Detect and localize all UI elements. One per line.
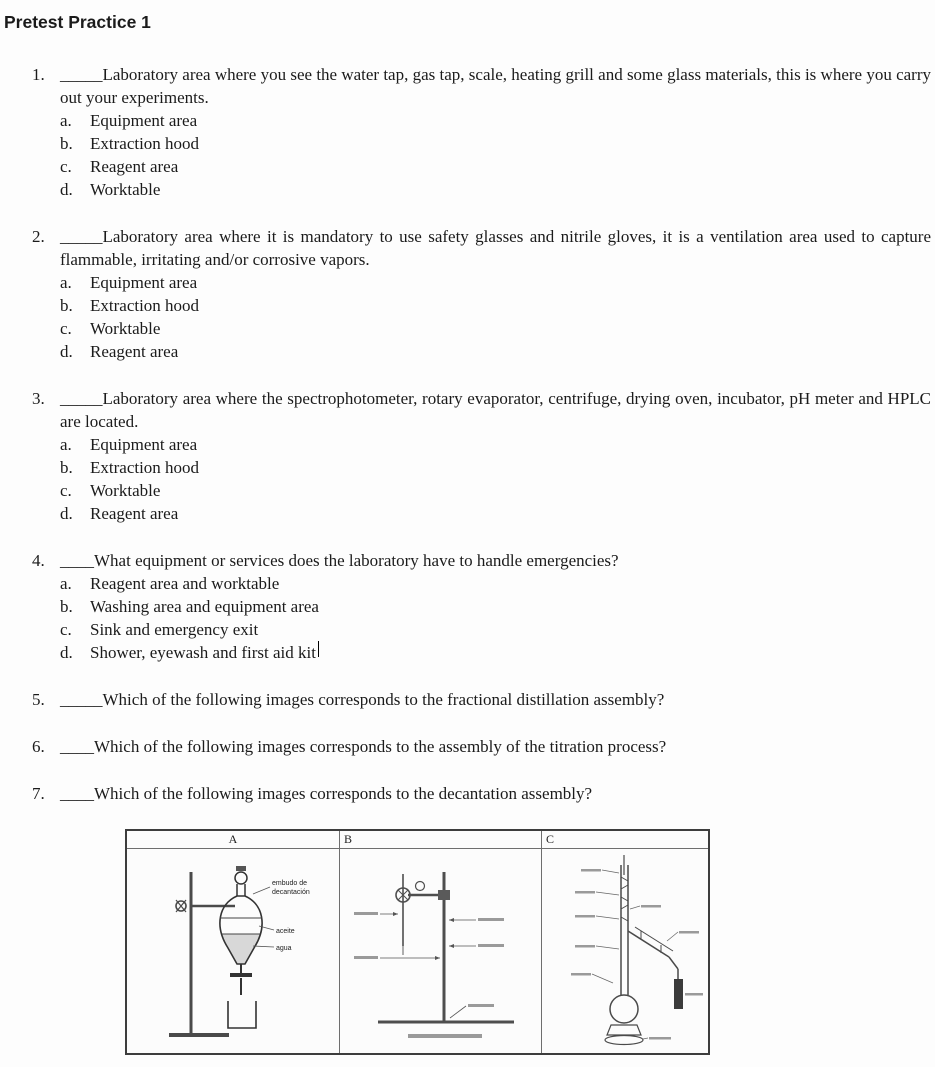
option-b bbox=[60, 132, 931, 155]
question-5 bbox=[32, 688, 931, 711]
option-d bbox=[60, 641, 931, 664]
figure-header-c: C bbox=[542, 831, 708, 849]
option-text: Reagent area bbox=[90, 504, 179, 523]
option-c bbox=[60, 479, 931, 502]
question-number: 5. bbox=[32, 690, 45, 709]
titration-stand-diagram bbox=[346, 854, 536, 1050]
option-b bbox=[60, 456, 931, 479]
option-text: Reagent area bbox=[90, 157, 179, 176]
funnel-label-2: decantación bbox=[272, 888, 310, 896]
option-letter: c. bbox=[60, 481, 72, 500]
option-b bbox=[60, 294, 931, 317]
option-text: Sink and emergency exit bbox=[90, 620, 259, 639]
option-text: Equipment area bbox=[90, 435, 198, 454]
option-c bbox=[60, 317, 931, 340]
option-letter: c. bbox=[60, 319, 72, 338]
question-text: _____Laboratory area where it is mandatory to use safety glasses and nitrile gloves, it is a ventilation area used to capture flammable, irritating and/or corrosive vapors. bbox=[60, 227, 931, 269]
water-label: agua bbox=[276, 944, 292, 952]
question-text: ____What equipment or services does the laboratory have to handle emergencies? bbox=[60, 551, 619, 570]
option-text: Equipment area bbox=[90, 111, 198, 130]
option-b bbox=[60, 595, 931, 618]
question-text: ____Which of the following images corresponds to the decantation assembly? bbox=[60, 784, 593, 803]
option-letter: d. bbox=[60, 504, 73, 523]
option-a bbox=[60, 572, 931, 595]
option-a bbox=[60, 271, 931, 294]
option-letter: b. bbox=[60, 134, 73, 153]
options bbox=[60, 109, 931, 201]
question-2 bbox=[32, 225, 931, 363]
option-letter: c. bbox=[60, 157, 72, 176]
figure-header-b: B bbox=[340, 831, 541, 849]
option-letter: c. bbox=[60, 620, 72, 639]
question-6 bbox=[32, 735, 931, 758]
option-letter: a. bbox=[60, 273, 72, 292]
question-4 bbox=[32, 549, 931, 664]
option-text: Extraction hood bbox=[90, 458, 200, 477]
option-text: Worktable bbox=[90, 481, 161, 500]
option-text: Shower, eyewash and first aid kit bbox=[90, 643, 316, 662]
option-letter: a. bbox=[60, 435, 72, 454]
option-a bbox=[60, 433, 931, 456]
figure-column-b bbox=[339, 831, 541, 1053]
question-1 bbox=[32, 63, 931, 201]
separatory-funnel-decantation-diagram bbox=[143, 854, 323, 1050]
question-3 bbox=[32, 387, 931, 525]
options bbox=[60, 572, 931, 664]
options bbox=[60, 433, 931, 525]
question-number: 3. bbox=[32, 389, 45, 408]
fractional-distillation-diagram bbox=[545, 853, 705, 1051]
oil-label: aceite bbox=[276, 927, 295, 935]
option-letter: a. bbox=[60, 574, 72, 593]
option-c bbox=[60, 155, 931, 178]
option-letter: a. bbox=[60, 111, 72, 130]
options bbox=[60, 271, 931, 363]
option-letter: d. bbox=[60, 180, 73, 199]
funnel-label: embudo de bbox=[272, 879, 308, 887]
option-letter: b. bbox=[60, 597, 73, 616]
question-number: 1. bbox=[32, 65, 45, 84]
option-letter: b. bbox=[60, 458, 73, 477]
option-letter: d. bbox=[60, 342, 73, 361]
question-number: 6. bbox=[32, 737, 45, 756]
option-d bbox=[60, 502, 931, 525]
option-text: Equipment area bbox=[90, 273, 198, 292]
option-text: Worktable bbox=[90, 180, 161, 199]
option-text: Washing area and equipment area bbox=[90, 597, 319, 616]
option-text: Extraction hood bbox=[90, 134, 200, 153]
question-7 bbox=[32, 782, 931, 805]
text-cursor bbox=[318, 641, 319, 657]
option-text: Reagent area and worktable bbox=[90, 574, 280, 593]
question-list bbox=[4, 63, 933, 805]
option-d bbox=[60, 178, 931, 201]
question-text: ____Which of the following images corresponds to the assembly of the titration process? bbox=[60, 737, 667, 756]
option-a bbox=[60, 109, 931, 132]
figure-header-a: A bbox=[127, 831, 339, 849]
option-letter: b. bbox=[60, 296, 73, 315]
option-c bbox=[60, 618, 931, 641]
option-text: Extraction hood bbox=[90, 296, 200, 315]
question-number: 7. bbox=[32, 784, 45, 803]
question-text: _____Which of the following images corresponds to the fractional distillation assembly? bbox=[60, 690, 665, 709]
option-d bbox=[60, 340, 931, 363]
option-letter: d. bbox=[60, 643, 73, 662]
page-title: Pretest Practice 1 bbox=[4, 12, 151, 32]
question-number: 4. bbox=[32, 551, 45, 570]
option-text: Worktable bbox=[90, 319, 161, 338]
figure-table bbox=[125, 829, 710, 1055]
figure-column-a bbox=[127, 831, 339, 1053]
question-text: _____Laboratory area where you see the water tap, gas tap, scale, heating grill and some glass materials, this is where you carry out your experiments. bbox=[60, 65, 931, 107]
question-text: _____Laboratory area where the spectrophotometer, rotary evaporator, centrifuge, drying oven, incubator, pH meter and HPLC are located. bbox=[60, 389, 931, 431]
option-text: Reagent area bbox=[90, 342, 179, 361]
figure-column-c bbox=[541, 831, 708, 1053]
question-number: 2. bbox=[32, 227, 45, 246]
